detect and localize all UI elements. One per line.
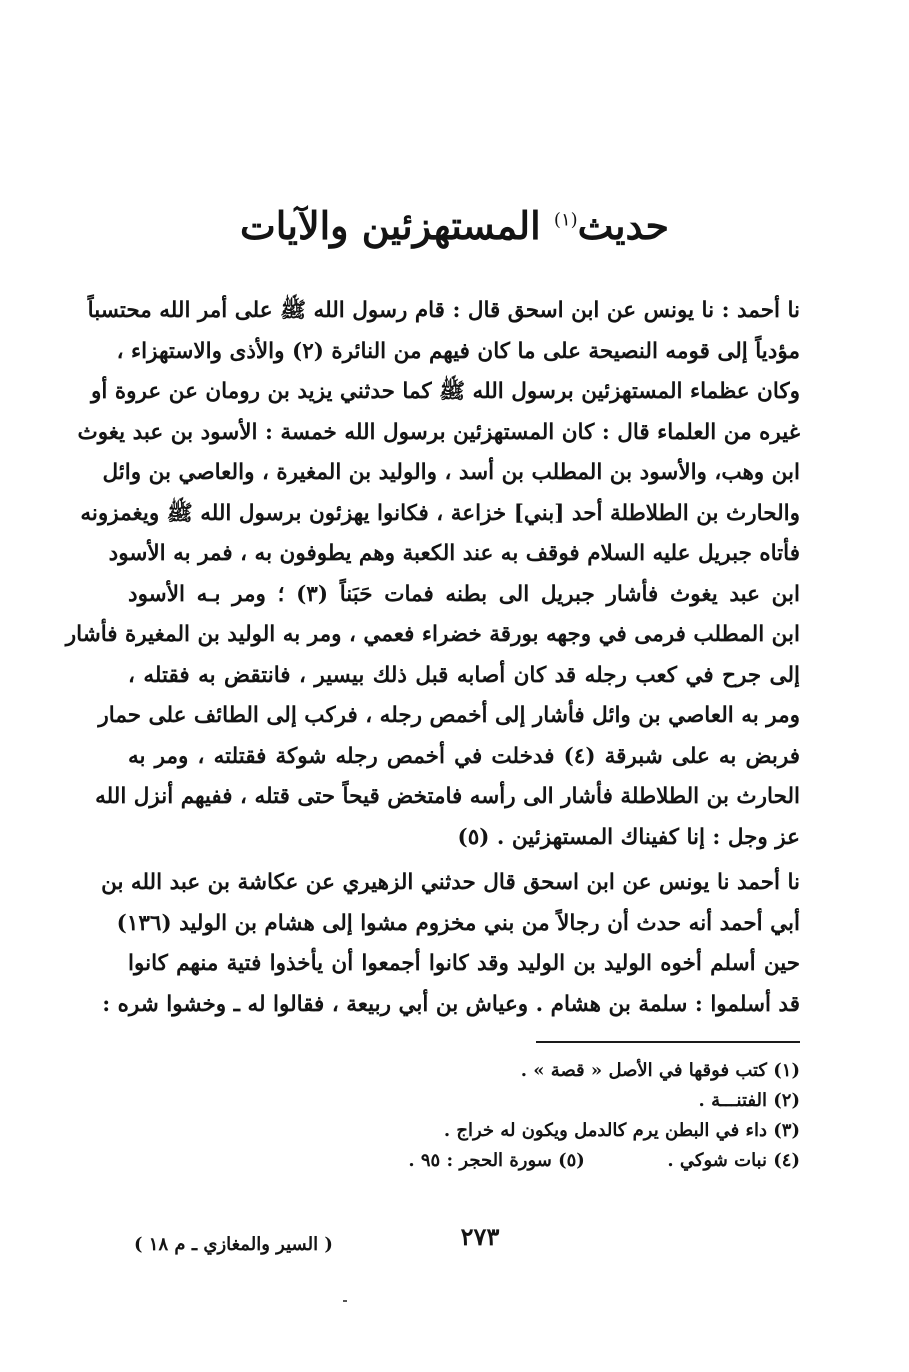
text-line: إلى جرح في كعب رجله قد كان أصابه قبل ذلك بيسير ، فانتقض به فقتله ، xyxy=(128,662,800,688)
paragraph-1 xyxy=(65,291,800,858)
source-signature: ( السير والمغازي ـ م ١٨ ) xyxy=(134,1234,333,1255)
footnote-3: (٣) داء في البطن يرم كالدمل ويكون له خراج . xyxy=(443,1120,800,1141)
text-line: ابن وهب، والأسود بن المطلب بن أسد ، والوليد بن المغيرة ، والعاصي بن وائل xyxy=(102,460,800,485)
text-line: ابن عبد يغوث فأشار جبريل الى بطنه فمات حَبَناً (٣) ؛ ومر بـه الأسود xyxy=(128,581,800,607)
text-line: نا أحمد نا يونس عن ابن اسحق قال حدثني الزهيري عن عكاشة بن عبد الله بن xyxy=(101,870,800,895)
text-line: مؤدياً إلى قومه النصيحة على ما كان فيهم من النائرة (٢) والأذى والاستهزاء ، xyxy=(116,338,800,364)
text-line: والحارث بن الطلاطلة أحد [بني] خزاعة ، فكانوا يهزئون برسول الله ﷺ ويغمزونه xyxy=(80,500,800,526)
text-line: نا أحمد : نا يونس عن ابن اسحق قال : قام رسول الله ﷺ على أمر الله محتسباً xyxy=(87,298,800,323)
title-word: حديث xyxy=(577,202,669,248)
text-line: ابن المطلب فرمى في وجهه بورقة خضراء فعمي ، ومر به الوليد بن المغيرة فأشار xyxy=(65,622,800,647)
text-line: غيره من العلماء قال : كان المستهزئين برسول الله خمسة : الأسود بن عبد يغوث xyxy=(77,419,800,445)
chapter-title xyxy=(0,188,909,258)
title-rest: المستهزئين والآيات xyxy=(240,202,554,248)
text-line: وكان عظماء المستهزئين برسول الله ﷺ كما حدثني يزيد بن رومان عن عروة أو xyxy=(91,379,800,404)
scan-speck xyxy=(343,1300,347,1302)
footnote-divider xyxy=(536,1041,800,1043)
footnote-2: (٢) الفتنـــة . xyxy=(698,1090,800,1111)
paragraph-2 xyxy=(101,863,800,1025)
text-line: قد أسلموا : سلمة بن هشام . وعياش بن أبي ربيعة ، فقالوا له ـ وخشوا شره : xyxy=(102,991,800,1017)
text-line: الحارث بن الطلاطلة فأشار الى رأسه فامتخض قيحاً حتى قتله ، ففيهم أنزل الله xyxy=(95,784,800,809)
text-line: فربض به على شبرقة (٤) فدخلت في أخمص رجله شوكة فقتلته ، ومر به xyxy=(128,743,800,769)
text-line: أبي أحمد أنه حدث أن رجالاً من بني مخزوم مشوا إلى هشام بن الوليد (١٣٦) xyxy=(116,910,800,936)
footnote-row xyxy=(380,1146,800,1176)
footnote-5: (٥) سورة الحجر : ٩٥ . xyxy=(408,1150,585,1171)
text-line: ومر به العاصي بن وائل فأشار إلى أخمص رجله ، فركب إلى الطائف على حمار xyxy=(98,703,800,728)
text-line: عز وجل : إنا كفيناك المستهزئين . (٥) xyxy=(457,824,800,850)
title-footnote-ref: (١) xyxy=(553,209,578,230)
page-number: ٢٧٣ xyxy=(460,1222,500,1251)
footnote-1: (١) كتب فوقها في الأصل « قصة » . xyxy=(520,1060,800,1081)
footnotes xyxy=(380,1056,800,1176)
footnote-4: (٤) نبات شوكي . xyxy=(667,1150,800,1171)
title-text xyxy=(240,203,669,248)
text-line: فأتاه جبريل عليه السلام فوقف به عند الكعبة وهم يطوفون به ، فمر به الأسود xyxy=(108,541,800,566)
text-line: حين أسلم أخوه الوليد بن الوليد وقد كانوا أجمعوا أن يأخذوا فتية منهم كانوا xyxy=(128,951,800,976)
